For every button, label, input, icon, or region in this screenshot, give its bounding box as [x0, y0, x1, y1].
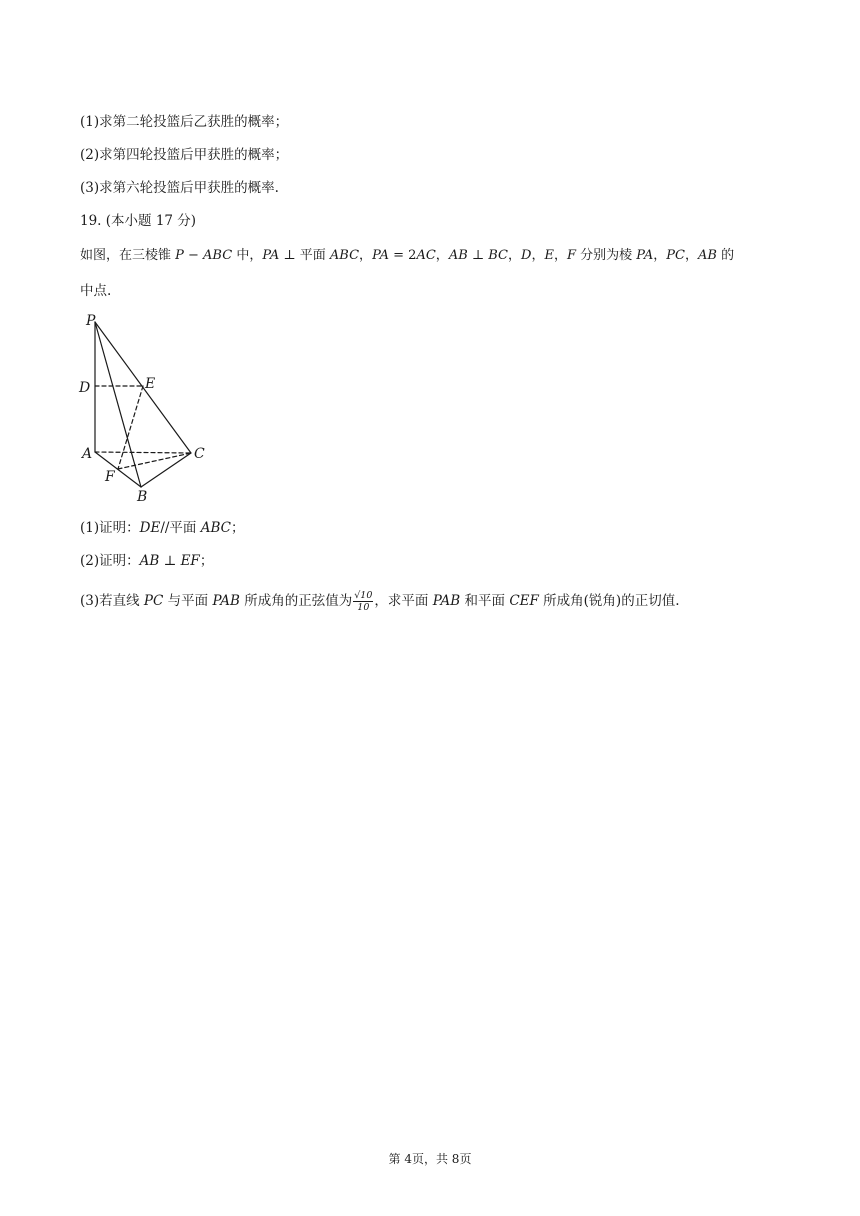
subquestion-1: (1)证明：DE//平面 ABC； [80, 520, 245, 536]
label-F: F [105, 469, 115, 485]
problem-header: 19. (本小题 17 分) [80, 213, 197, 229]
edge-PB [95, 322, 141, 487]
label-C: C [194, 446, 205, 462]
label-A: A [82, 446, 93, 462]
question-line-2: (2)求第四轮投篮后甲获胜的概率； [80, 147, 289, 163]
sine-fraction: $\frac{√10}{10}$ [354, 590, 373, 613]
label-P: P [86, 313, 96, 329]
pyramid-figure [76, 308, 211, 508]
label-B: B [137, 489, 148, 505]
segment-EF [118, 386, 143, 469]
question-line-1: (1)求第二轮投篮后乙获胜的概率； [80, 114, 289, 130]
subquestion-2: (2)证明：AB ⊥ EF； [80, 553, 214, 569]
label-E: E [145, 376, 156, 392]
question-line-3: (3)求第六轮投篮后甲获胜的概率. [80, 180, 279, 196]
page-footer: 第 4页，共 8页 [388, 1152, 472, 1166]
problem-stem-line1: 如图，在三棱锥 P − ABC 中，PA ⊥ 平面 ABC，PA = 2AC，AB ⊥ BC，D，E，F 分别为棱 PA，PC，AB 的 [80, 248, 735, 263]
problem-stem-line2: 中点. [80, 283, 112, 299]
edge-AC [95, 452, 191, 453]
label-D: D [79, 380, 91, 396]
subquestion-3: (3)若直线 PC 与平面 PAB 所成角的正弦值为 $\frac{√10}{10}$ ，求平面 PAB 和平面 CEF 所成角(锐角)的正切值. [80, 590, 680, 613]
